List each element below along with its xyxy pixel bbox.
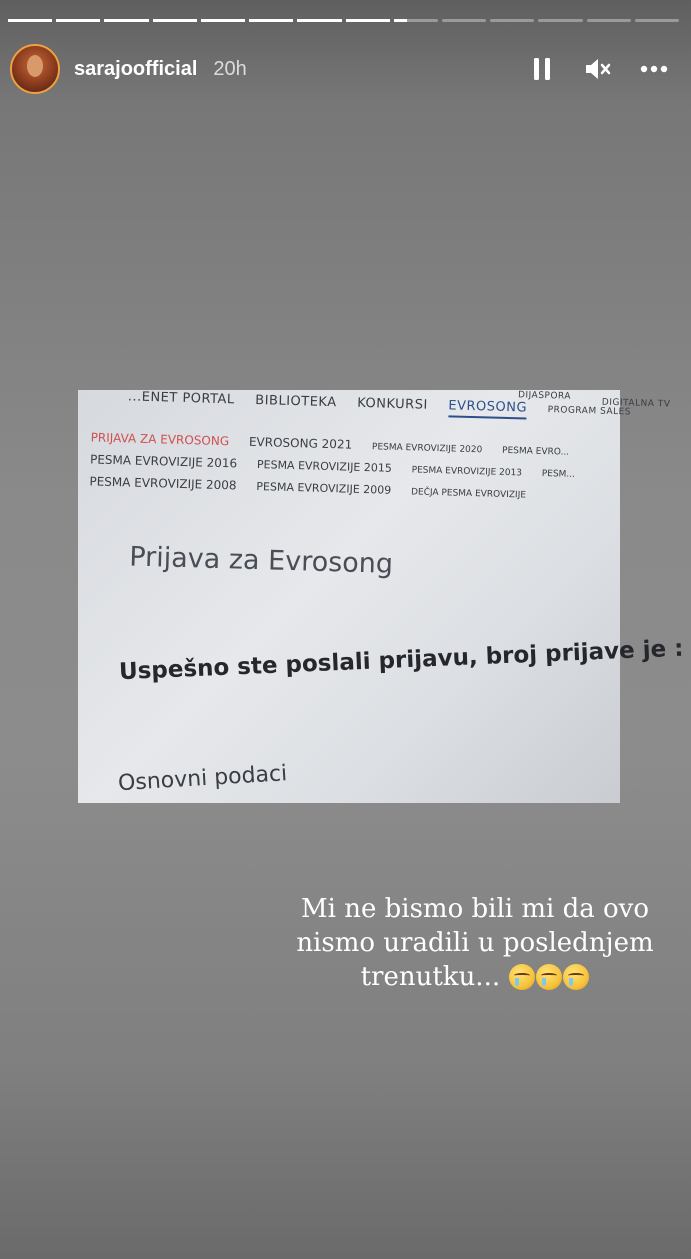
- progress-segment: [346, 19, 390, 22]
- progress-segment: [394, 19, 438, 22]
- progress-segment: [8, 19, 52, 22]
- progress-segment: [56, 19, 100, 22]
- website-nav: ...ENET PORTAL BIBLIOTEKA KONKURSI EVROSONG PROGRAM SALES DIJASPORA DIGITALNA TV: [128, 389, 648, 418]
- website-subnav-row-1: PRIJAVA ZA EVROSONG EVROSONG 2021 PESMA EVROVIZIJE 2020 PESMA EVRO...: [90, 430, 570, 458]
- crying-face-emoji: [563, 964, 589, 990]
- post-time: 20h: [213, 57, 247, 80]
- avatar[interactable]: [10, 44, 60, 94]
- pause-icon[interactable]: [529, 56, 555, 82]
- progress-segment: [587, 19, 631, 22]
- progress-segment: [297, 19, 341, 22]
- photo-success-message: Uspešno ste poslali prijavu, broj prijave je :: [118, 635, 684, 686]
- username[interactable]: sarajoofficial: [74, 57, 198, 80]
- progress-segment: [442, 19, 486, 22]
- photo-heading: Prijava za Evrosong: [128, 541, 394, 580]
- progress-segment: [104, 19, 148, 22]
- speaker-muted-icon[interactable]: [585, 56, 611, 82]
- progress-segment: [538, 19, 582, 22]
- nav-active-item: EVROSONG: [448, 398, 527, 419]
- story-header: [10, 43, 667, 95]
- progress-segment: [249, 19, 293, 22]
- photo-section-title: Osnovni podaci: [117, 761, 288, 797]
- progress-segment: [490, 19, 534, 22]
- progress-segment: [635, 19, 679, 22]
- progress-segment: [201, 19, 245, 22]
- website-subnav-row-3: PESMA EVROVIZIJE 2008 PESMA EVROVIZIJE 2009 DEČJA PESMA EVROVIZIJE: [89, 474, 527, 501]
- progress-segment: [153, 19, 197, 22]
- website-subnav-row-2: PESMA EVROVIZIJE 2016 PESMA EVROVIZIJE 2015 PESMA EVROVIZIJE 2013 PESM...: [89, 452, 576, 480]
- crying-face-emoji: [536, 964, 562, 990]
- crying-face-emoji: [509, 964, 535, 990]
- story-progress-bar: [8, 19, 679, 22]
- more-options-icon[interactable]: [641, 56, 667, 82]
- story-caption: Mi ne bismo bili mi da ovo nismo uradili u poslednjem trenutku...: [296, 894, 654, 992]
- story-photo: [78, 389, 684, 803]
